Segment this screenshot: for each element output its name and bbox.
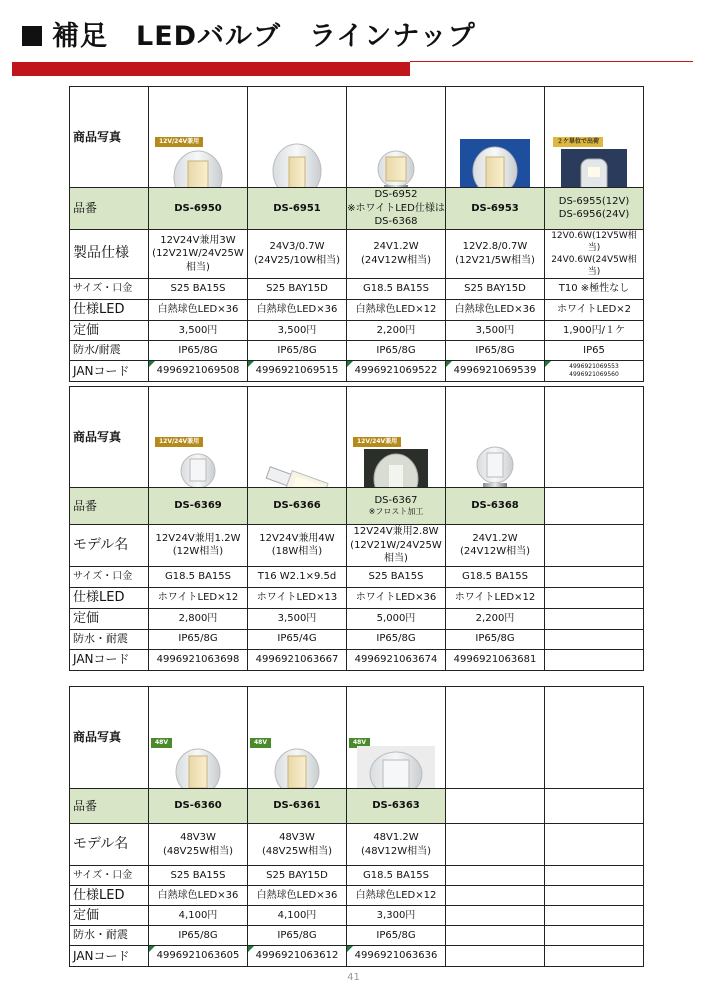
led-bulb-image xyxy=(260,459,334,488)
water-value: IP65 xyxy=(545,341,644,361)
voltage-badge: 12V/24V兼用 xyxy=(353,437,401,447)
empty-cell xyxy=(545,946,644,967)
led-value: 白熱球色LED×12 xyxy=(347,886,446,906)
spec-cell xyxy=(347,824,446,866)
empty-cell xyxy=(446,886,545,906)
size-value: G18.5 BA15S xyxy=(446,566,545,587)
product-photo xyxy=(149,87,248,188)
water-label: 防水・耐震 xyxy=(70,926,149,946)
led-value: ホワイトLED×12 xyxy=(446,587,545,608)
jan-label: JANコード xyxy=(70,361,149,382)
size-label: サイズ・口金 xyxy=(70,279,149,300)
size-value: S25 BAY15D xyxy=(248,866,347,886)
jan-code: 4996921063667 xyxy=(248,649,347,670)
product-code-cell xyxy=(347,488,446,525)
spec-line: (18W相当) xyxy=(271,546,323,558)
price-value: 3,500円 xyxy=(248,321,347,341)
code-label: 品番 xyxy=(70,188,149,230)
product-code: DS-6951 xyxy=(248,188,347,230)
product-code: DS-6369 xyxy=(149,488,248,525)
spec-line: 48V3W xyxy=(180,832,216,843)
empty-cell xyxy=(545,387,644,488)
empty-cell xyxy=(545,649,644,670)
price-value: 2,800円 xyxy=(149,608,248,629)
water-value: IP65/8G xyxy=(248,926,347,946)
led-bulb-image xyxy=(364,449,428,488)
product-photo xyxy=(248,387,347,488)
size-value: S25 BAY15D xyxy=(446,279,545,300)
size-value: G18.5 BA15S xyxy=(149,566,248,587)
spec-cell xyxy=(149,824,248,866)
product-code: DS-6952 xyxy=(374,189,418,200)
led-value: 白熱球色LED×36 xyxy=(248,300,347,321)
empty-cell xyxy=(446,906,545,926)
spec-line: (48V25W相当) xyxy=(163,845,233,857)
price-label: 定価 xyxy=(70,906,149,926)
led-value: ホワイトLED×36 xyxy=(347,587,446,608)
empty-cell xyxy=(545,587,644,608)
photo-label: 商品写真 xyxy=(70,387,149,488)
product-code: DS-6367 xyxy=(374,494,418,506)
empty-cell xyxy=(446,866,545,886)
empty-cell xyxy=(545,488,644,525)
led-value: 白熱球色LED×12 xyxy=(347,300,446,321)
jan-code: 4996921063674 xyxy=(347,649,446,670)
shipping-unit-badge: ２ケ単位で出荷 xyxy=(553,137,603,147)
price-value: 1,900円/１ケ xyxy=(545,321,644,341)
product-code: DS-6363 xyxy=(347,789,446,824)
empty-cell xyxy=(545,866,644,886)
spec-cell xyxy=(446,525,545,567)
photo-label: 商品写真 xyxy=(70,87,149,188)
square-bullet-icon xyxy=(22,26,42,46)
size-label: サイズ・口金 xyxy=(70,566,149,587)
spec-cell xyxy=(248,229,347,279)
product-code: DS-6950 xyxy=(149,188,248,230)
empty-cell xyxy=(446,946,545,967)
price-value: 2,200円 xyxy=(347,321,446,341)
spec-line: (12W相当) xyxy=(172,546,224,558)
spec-cell xyxy=(347,525,446,567)
spec-line: 24V0.6W(24V5W相当) xyxy=(551,254,637,277)
product-photo xyxy=(149,387,248,488)
spec-line: 12V24V兼用2.8W xyxy=(353,526,439,537)
size-value: S25 BA15S xyxy=(347,566,446,587)
spec-label: 製品仕様 xyxy=(70,229,149,279)
jan-code: 4996921069553 xyxy=(569,362,619,370)
photo-label: 商品写真 xyxy=(70,687,149,789)
jan-cell xyxy=(347,361,446,382)
led-bulb-image xyxy=(465,441,525,488)
water-value: IP65/8G xyxy=(347,926,446,946)
size-value: S25 BA15S xyxy=(149,866,248,886)
jan-code: 4996921063681 xyxy=(446,649,545,670)
empty-cell xyxy=(545,687,644,789)
spec-cell xyxy=(347,229,446,279)
price-label: 定価 xyxy=(70,608,149,629)
price-value: 3,300円 xyxy=(347,906,446,926)
product-photo xyxy=(545,87,644,188)
spec-line: 24V1.2W xyxy=(373,241,419,253)
jan-code: 4996921063698 xyxy=(149,649,248,670)
model-label: モデル名 xyxy=(70,824,149,866)
product-photo xyxy=(347,687,446,789)
jan-code: 4996921069560 xyxy=(569,371,619,379)
lineup-table-1 xyxy=(69,86,644,382)
cell-marker-icon xyxy=(347,361,353,367)
voltage-badge: 12V/24V兼用 xyxy=(155,137,203,147)
voltage-badge: 12V/24V兼用 xyxy=(155,437,203,447)
led-bulb-image xyxy=(267,141,327,188)
empty-cell xyxy=(545,789,644,824)
product-note: ※ホワイトLED仕様はDS-6368 xyxy=(347,202,445,227)
jan-code: 4996921063636 xyxy=(354,950,438,962)
jan-cell xyxy=(446,361,545,382)
lineup-table-3 xyxy=(69,686,644,967)
jan-code: 4996921069522 xyxy=(354,365,438,377)
price-value: 2,200円 xyxy=(446,608,545,629)
jan-cell xyxy=(248,361,347,382)
spec-cell xyxy=(545,229,644,279)
empty-cell xyxy=(446,824,545,866)
size-value: T16 W2.1×9.5d xyxy=(248,566,347,587)
title-underline-line xyxy=(410,61,693,62)
water-value: IP65/8G xyxy=(347,629,446,649)
spec-line: 12V24V兼用4W xyxy=(259,532,335,544)
water-value: IP65/8G xyxy=(149,926,248,946)
led-value: 白熱球色LED×36 xyxy=(149,300,248,321)
spec-line: 12V0.6W(12V5W相当) xyxy=(551,230,637,253)
product-photo xyxy=(248,687,347,789)
led-value: 白熱球色LED×36 xyxy=(248,886,347,906)
led-bulb-image xyxy=(561,149,627,188)
led-value: 白熱球色LED×36 xyxy=(149,886,248,906)
empty-cell xyxy=(545,566,644,587)
voltage-badge: 48V xyxy=(250,738,271,748)
led-bulb-image xyxy=(168,149,228,188)
size-value: G18.5 BA15S xyxy=(347,866,446,886)
water-value: IP65/8G xyxy=(446,341,545,361)
spec-cell xyxy=(446,229,545,279)
size-value: T10 ※極性なし xyxy=(545,279,644,300)
spec-line: 24V3/0.7W xyxy=(269,241,325,253)
cell-marker-icon xyxy=(545,361,551,367)
product-photo xyxy=(149,687,248,789)
jan-label: JANコード xyxy=(70,946,149,967)
size-value: S25 BA15S xyxy=(149,279,248,300)
price-value: 4,100円 xyxy=(149,906,248,926)
price-value: 3,500円 xyxy=(446,321,545,341)
jan-cell xyxy=(248,946,347,967)
cell-marker-icon xyxy=(248,361,254,367)
cell-marker-icon xyxy=(149,946,155,952)
led-value: 白熱球色LED×36 xyxy=(446,300,545,321)
page-number: 41 xyxy=(347,972,360,983)
product-code-cell xyxy=(545,188,644,230)
led-bulb-image xyxy=(366,145,426,188)
empty-cell xyxy=(545,886,644,906)
jan-code: 4996921063605 xyxy=(156,950,240,962)
product-code: DS-6368 xyxy=(446,488,545,525)
water-value: IP65/8G xyxy=(149,341,248,361)
empty-cell xyxy=(446,687,545,789)
model-label: モデル名 xyxy=(70,525,149,567)
spec-line: 12V24V兼用1.2W xyxy=(155,532,241,544)
spec-line: (24V12W相当) xyxy=(460,546,530,558)
led-label: 仕様LED xyxy=(70,587,149,608)
spec-cell xyxy=(248,824,347,866)
empty-cell xyxy=(446,789,545,824)
water-label: 防水/耐震 xyxy=(70,341,149,361)
led-value: ホワイトLED×13 xyxy=(248,587,347,608)
empty-cell xyxy=(545,926,644,946)
empty-cell xyxy=(545,824,644,866)
price-value: 3,500円 xyxy=(248,608,347,629)
product-photo xyxy=(347,87,446,188)
empty-cell xyxy=(545,525,644,567)
size-value: G18.5 BA15S xyxy=(347,279,446,300)
spec-line: (24V25/10W相当) xyxy=(253,254,341,266)
size-label: サイズ・口金 xyxy=(70,866,149,886)
water-value: IP65/8G xyxy=(347,341,446,361)
led-value: ホワイトLED×12 xyxy=(149,587,248,608)
product-photo xyxy=(248,87,347,188)
product-code: DS-6366 xyxy=(248,488,347,525)
spec-line: (48V12W相当) xyxy=(361,845,431,857)
water-value: IP65/8G xyxy=(149,629,248,649)
led-bulb-image xyxy=(267,746,327,789)
spec-line: (12V21W/24V25W相当) xyxy=(152,248,244,273)
led-value: ホワイトLED×2 xyxy=(545,300,644,321)
lineup-table-2 xyxy=(69,386,644,671)
spec-cell xyxy=(149,229,248,279)
cell-marker-icon xyxy=(149,361,155,367)
code-label: 品番 xyxy=(70,789,149,824)
led-label: 仕様LED xyxy=(70,300,149,321)
empty-cell xyxy=(545,906,644,926)
spec-line: 48V1.2W xyxy=(373,832,419,843)
price-value: 5,000円 xyxy=(347,608,446,629)
water-value: IP65/4G xyxy=(248,629,347,649)
led-bulb-image xyxy=(460,139,530,188)
spec-line: 24V1.2W xyxy=(472,532,518,544)
product-photo xyxy=(446,387,545,488)
led-label: 仕様LED xyxy=(70,886,149,906)
product-code-cell xyxy=(347,188,446,230)
spec-line: 48V3W xyxy=(279,832,315,843)
product-code: DS-6956(24V) xyxy=(558,209,630,221)
jan-cell xyxy=(149,946,248,967)
jan-cell xyxy=(347,946,446,967)
cell-marker-icon xyxy=(446,361,452,367)
product-code: DS-6953 xyxy=(446,188,545,230)
spec-line: (48V25W相当) xyxy=(262,845,332,857)
size-value: S25 BAY15D xyxy=(248,279,347,300)
code-label: 品番 xyxy=(70,488,149,525)
jan-code: 4996921069539 xyxy=(453,365,537,377)
voltage-badge: 48V xyxy=(151,738,172,748)
jan-cell xyxy=(149,361,248,382)
product-code: DS-6360 xyxy=(149,789,248,824)
empty-cell xyxy=(545,608,644,629)
price-value: 3,500円 xyxy=(149,321,248,341)
product-code: DS-6361 xyxy=(248,789,347,824)
page-title: 補足 LEDバルブ ラインナップ xyxy=(22,14,476,53)
product-code: DS-6955(12V) xyxy=(558,195,630,207)
cell-marker-icon xyxy=(347,946,353,952)
spec-cell xyxy=(248,525,347,567)
jan-code: 4996921069508 xyxy=(156,365,240,377)
led-bulb-image xyxy=(357,746,435,789)
jan-code: 4996921069515 xyxy=(255,365,339,377)
empty-cell xyxy=(446,926,545,946)
price-value: 4,100円 xyxy=(248,906,347,926)
led-bulb-image xyxy=(168,746,228,789)
product-photo xyxy=(347,387,446,488)
jan-label: JANコード xyxy=(70,649,149,670)
empty-cell xyxy=(545,629,644,649)
spec-line: 12V2.8/0.7W xyxy=(462,241,528,253)
water-value: IP65/8G xyxy=(248,341,347,361)
spec-line: 12V24V兼用3W xyxy=(160,234,236,246)
product-note: ※フロスト加工 xyxy=(368,507,424,517)
water-value: IP65/8G xyxy=(446,629,545,649)
spec-line: (12V21W/24V25W相当) xyxy=(350,539,442,564)
spec-line: (24V12W相当) xyxy=(361,254,431,266)
water-label: 防水・耐震 xyxy=(70,629,149,649)
title-underline-bar xyxy=(12,62,410,76)
spec-cell xyxy=(149,525,248,567)
spec-line: (12V21/5W相当) xyxy=(455,254,535,266)
product-photo xyxy=(446,87,545,188)
price-label: 定価 xyxy=(70,321,149,341)
led-bulb-image xyxy=(168,449,228,488)
jan-cell xyxy=(545,361,644,382)
voltage-badge: 48V xyxy=(349,738,370,748)
cell-marker-icon xyxy=(248,946,254,952)
jan-code: 4996921063612 xyxy=(255,950,339,962)
